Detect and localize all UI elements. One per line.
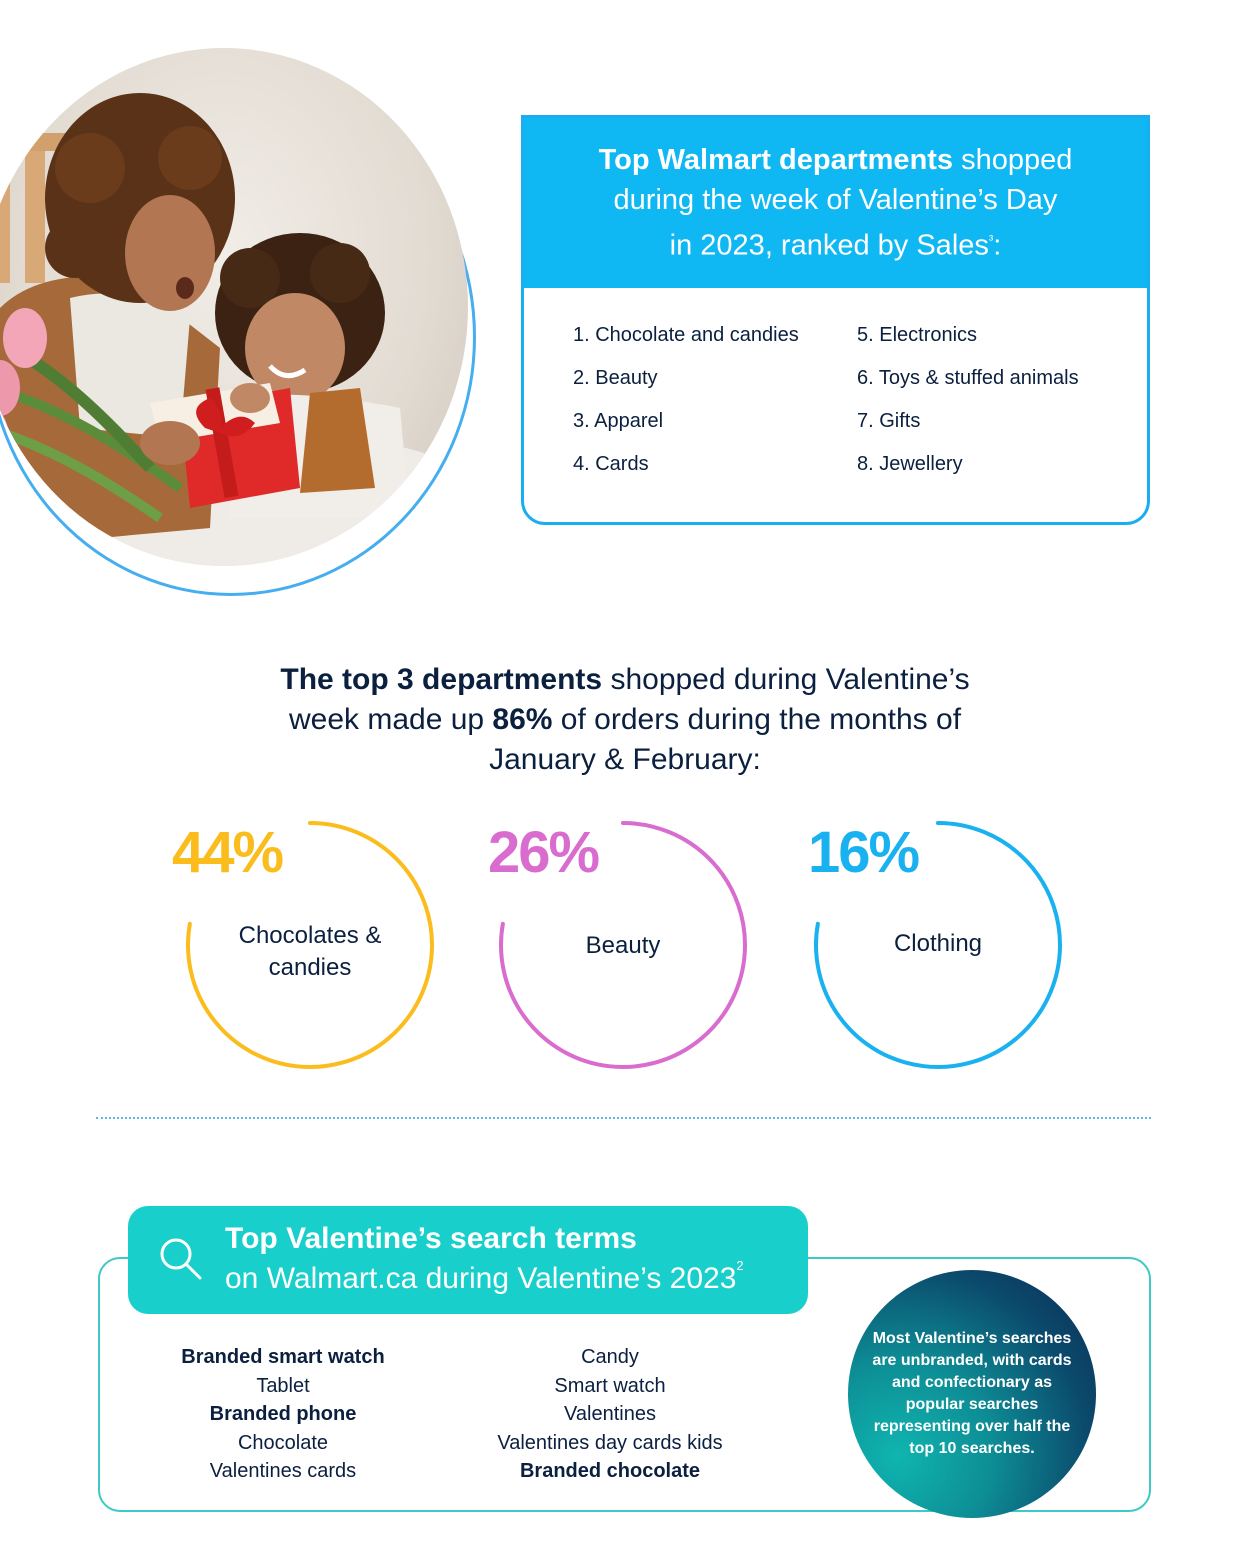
stat-label [210, 920, 410, 984]
search-term: Tablet [256, 1374, 310, 1397]
stat-percent: 16% [808, 820, 919, 885]
search-footnote: 2 [736, 1258, 744, 1273]
stat-clothing [808, 815, 1068, 1075]
magnifier-icon [158, 1236, 204, 1287]
stat-label: Beauty [585, 932, 661, 959]
search-terms-list-left [152, 1344, 414, 1487]
top3-heading [200, 660, 1050, 780]
search-term: Valentines day cards kids [497, 1431, 723, 1454]
search-term: Branded chocolate [519, 1460, 701, 1482]
department-item: 7. Gifts [857, 410, 921, 432]
search-terms-title: Top Valentine’s search terms [225, 1222, 637, 1255]
search-term: Smart watch [554, 1374, 666, 1397]
departments-list-left [573, 323, 799, 495]
hero-photo [0, 48, 468, 566]
department-item: 5. Electronics [857, 324, 978, 346]
search-terms-banner [128, 1206, 808, 1314]
stat-chocolates [172, 815, 440, 1075]
top3-heading-text: shopped during Valentine’s [602, 663, 970, 696]
departments-heading-rest: shopped [953, 144, 1073, 177]
department-item: 3. Apparel [573, 410, 664, 432]
departments-card [521, 115, 1150, 525]
stat-percent: 26% [488, 820, 599, 885]
search-term: Candy [581, 1346, 639, 1368]
departments-heading-bold: Top Walmart departments [598, 144, 954, 177]
top3-heading-text: week made up [288, 703, 493, 736]
departments-heading [524, 118, 1147, 288]
top3-heading-text: of orders during the months of [552, 703, 962, 736]
departments-heading-colon: : [993, 229, 1002, 262]
insight-bubble [848, 1270, 1096, 1518]
department-item: 6. Toys & stuffed animals [857, 367, 1079, 389]
stat-percent: 44% [172, 820, 283, 885]
department-item: 2. Beauty [573, 367, 658, 389]
department-item: 4. Cards [573, 453, 649, 475]
search-term: Chocolate [237, 1431, 329, 1454]
search-term: Valentines [564, 1403, 656, 1425]
search-terms-subtitle-text: on Walmart.ca during Valentine’s 2023 [225, 1262, 737, 1295]
stat-label-line: candies [268, 954, 352, 981]
departments-heading-line3: in 2023, ranked by Sales [669, 229, 989, 262]
search-term: Valentines cards [209, 1460, 357, 1482]
stat-label: Clothing [893, 930, 983, 957]
departments-footnote: ³ [988, 232, 994, 248]
department-item: 1. Chocolate and candies [573, 324, 799, 346]
stat-label-line: Chocolates & [238, 922, 382, 949]
search-term: Branded phone [209, 1403, 357, 1425]
departments-heading-line2: during the week of Valentine’s Day [613, 184, 1058, 217]
search-terms-subtitle [225, 1258, 744, 1296]
department-item: 8. Jewellery [857, 453, 963, 475]
stat-beauty [488, 815, 753, 1075]
insight-text: Most Valentine’s searches are unbranded, with cards and confectionary as popular searches representing over half the top 10 searches. [872, 1330, 1072, 1457]
departments-list-right [857, 323, 1079, 495]
search-terms-list-right [470, 1344, 750, 1487]
top3-heading-percent: 86% [492, 703, 553, 736]
search-term: Branded smart watch [181, 1346, 385, 1368]
section-divider [96, 1117, 1151, 1119]
top3-heading-bold: The top 3 departments [280, 663, 603, 696]
top3-heading-text: January & February: [489, 743, 761, 776]
